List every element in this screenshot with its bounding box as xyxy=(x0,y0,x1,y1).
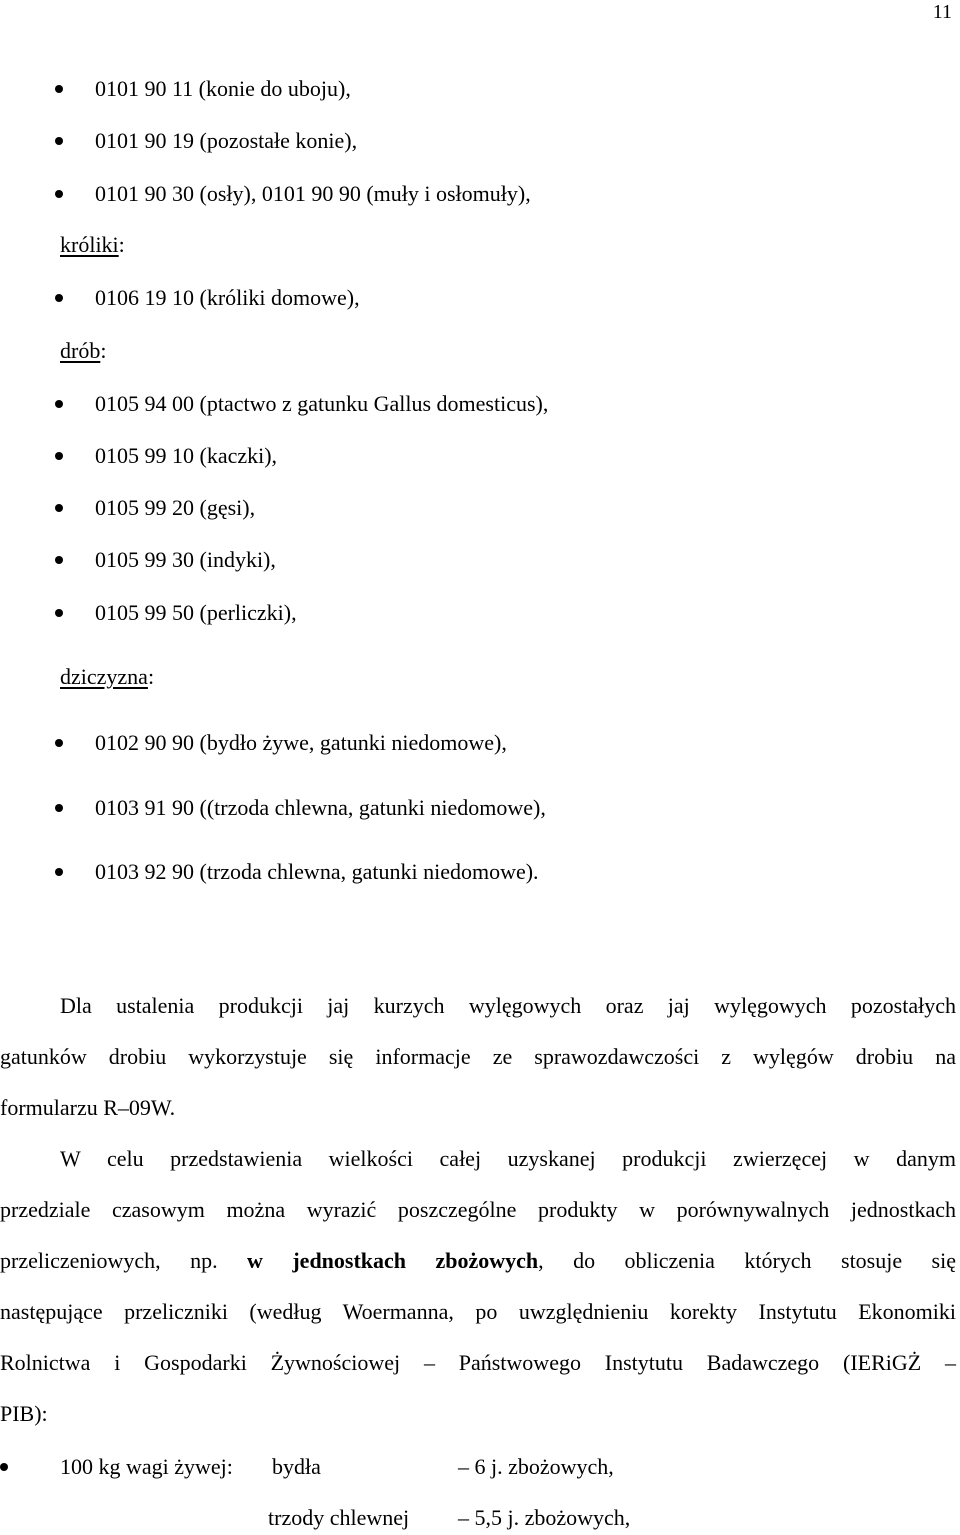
heading-colon: : xyxy=(147,664,155,689)
conversion-value: – 5,5 j. zbożowych, xyxy=(458,1505,631,1530)
list-item-text: 0103 92 90 (trzoda chlewna, gatunki niedomowe). xyxy=(95,859,539,884)
paragraph-1-line-3: formularzu R–09W. xyxy=(0,1095,176,1120)
list-item-text: 0105 94 00 (ptactwo z gatunku Gallus domesticus), xyxy=(95,391,549,416)
bullet-icon xyxy=(55,739,63,747)
list-item-text: 0103 91 90 ((trzoda chlewna, gatunki niedomowe), xyxy=(95,795,546,820)
bullet-icon xyxy=(0,1463,8,1471)
paragraph-1-line-2: gatunków drobiu wykorzystuje się informacje ze sprawozdawczości z wylęgów drobiu na xyxy=(0,1044,956,1069)
heading-text: drób xyxy=(60,338,101,363)
bullet-icon xyxy=(55,137,63,145)
list-item-text: 0105 99 20 (gęsi), xyxy=(95,495,256,520)
paragraph-2-line-2: przedziale czasowym można wyrazić poszczególne produkty w porównywalnych jednostkach xyxy=(0,1197,956,1222)
list-item-text: 0101 90 11 (konie do uboju), xyxy=(95,76,351,101)
list-item-text: 0105 99 10 (kaczki), xyxy=(95,443,278,468)
bullet-icon xyxy=(55,556,63,564)
bullet-icon xyxy=(55,609,63,617)
paragraph-2-line-4: następujące przeliczniki (według Woermanna, po uwzględnieniu korekty Instytutu Ekonomiki xyxy=(0,1299,956,1324)
bullet-icon xyxy=(55,804,63,812)
page-number: 11 xyxy=(932,1,952,23)
paragraph-1-line-1: Dla ustalenia produkcji jaj kurzych wylęgowych oraz jaj wylęgowych pozostałych xyxy=(60,993,956,1018)
bullet-icon xyxy=(55,190,63,198)
conversion-value: – 6 j. zbożowych, xyxy=(458,1454,614,1479)
bullet-icon xyxy=(55,85,63,93)
paragraph-2-line-1: W celu przedstawienia wielkości całej uzyskanej produkcji zwierzęcej w danym xyxy=(60,1146,956,1171)
heading-text: dziczyzna xyxy=(60,664,148,689)
list-item-text: 0102 90 90 (bydło żywe, gatunki niedomowe), xyxy=(95,730,507,755)
heading-colon: : xyxy=(100,338,107,363)
section-heading-drob xyxy=(60,337,106,365)
list-item-text: 0105 99 30 (indyki), xyxy=(95,547,276,572)
bullet-icon xyxy=(55,868,63,876)
bold-phrase: w jednostkach zbożowych xyxy=(247,1248,539,1273)
bullet-icon xyxy=(55,452,63,460)
line-text: przeliczeniowych, np. xyxy=(0,1248,248,1273)
paragraph-2-line-5: Rolnictwa i Gospodarki Żywnościowej – Państwowego Instytutu Badawczego (IERiGŻ – xyxy=(0,1350,956,1375)
list-item-text: 0101 90 30 (osły), 0101 90 90 (muły i osłomuły), xyxy=(95,181,531,206)
list-item-text: 0101 90 19 (pozostałe konie), xyxy=(95,128,358,153)
paragraph-2-line-3 xyxy=(0,1247,956,1275)
bullet-icon xyxy=(55,504,63,512)
section-heading-kroliki xyxy=(60,231,125,259)
conversion-animal: trzody chlewnej xyxy=(268,1505,410,1530)
heading-text: króliki xyxy=(60,232,119,257)
line-text: , do obliczenia których stosuje się xyxy=(538,1248,956,1273)
list-item-text: 0106 19 10 (króliki domowe), xyxy=(95,285,360,310)
list-item-text: 0105 99 50 (perliczki), xyxy=(95,600,297,625)
paragraph-2-line-6: PIB): xyxy=(0,1401,48,1426)
conversion-label: 100 kg wagi żywej: xyxy=(60,1454,233,1479)
bullet-icon xyxy=(55,294,63,302)
conversion-animal: bydła xyxy=(272,1454,321,1479)
bullet-icon xyxy=(55,400,63,408)
section-heading-dziczyzna xyxy=(60,663,154,691)
heading-colon: : xyxy=(118,232,125,257)
